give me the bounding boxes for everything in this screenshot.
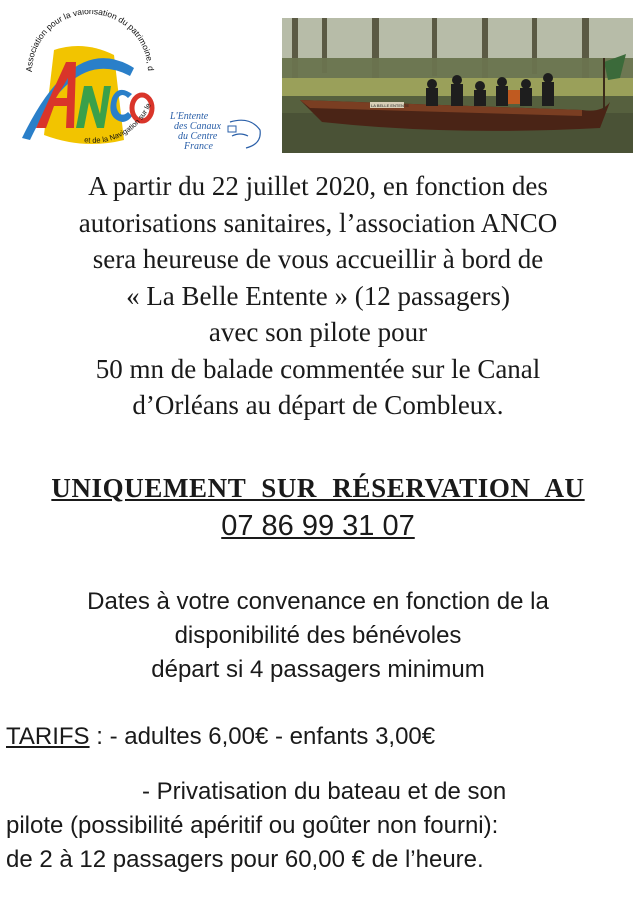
phone-number: 07 86 99 31 07 (221, 510, 415, 542)
intro-text (0, 168, 636, 424)
intro-line: d’Orléans au départ de Combleux. (132, 390, 504, 420)
dates-line: disponibilité des bénévoles (174, 622, 462, 649)
intro-line: 50 mn de balade commentée sur le Canal (95, 353, 541, 384)
reservation-heading: UNIQUEMENT SUR RÉSERVATION AU (51, 473, 585, 503)
anco-logo (14, 10, 162, 160)
tarifs-label: TARIFS (6, 723, 90, 750)
privatisation-line: de 2 à 12 passagers pour 60,00 € de l’heure. (6, 846, 484, 873)
entente-line-3: du Centre (178, 131, 218, 142)
boat-photo (282, 18, 633, 153)
anco-top-text: Association pour la valorisation du patrimoine, d (23, 10, 157, 73)
privatisation-info (6, 775, 632, 877)
boat-name: LA BELLE ENTENTE (371, 103, 410, 108)
dates-line: départ si 4 passagers minimum (151, 656, 485, 683)
intro-line: A partir du 22 juillet 2020, en fonction des (88, 171, 548, 201)
intro-line: « La Belle Entente » (12 passagers) (126, 280, 510, 311)
intro-line: autorisations sanitaires, l’association ANCO (78, 207, 558, 238)
privatisation-line: - Privatisation du bateau et de son (142, 778, 507, 805)
intro-line: sera heureuse de vous accueillir à bord de (92, 244, 544, 274)
entente-logo (166, 108, 266, 158)
entente-line-1: L'Entente (170, 111, 209, 122)
tarifs-line (6, 720, 632, 754)
tarifs-prices: : - adultes 6,00€ - enfants 3,00€ (89, 723, 436, 750)
entente-line-2: des Canaux (174, 121, 221, 132)
anco-bottom-text: et de la Navigation sur le (83, 101, 153, 145)
dates-info (0, 585, 636, 687)
reservation-block (0, 473, 636, 543)
dates-line: Dates à votre convenance en fonction de la (87, 588, 549, 615)
privatisation-line: pilote (possibilité apéritif ou goûter non fourni): (6, 812, 499, 839)
intro-line: avec son pilote pour (208, 317, 428, 347)
entente-line-4: France (184, 141, 213, 152)
